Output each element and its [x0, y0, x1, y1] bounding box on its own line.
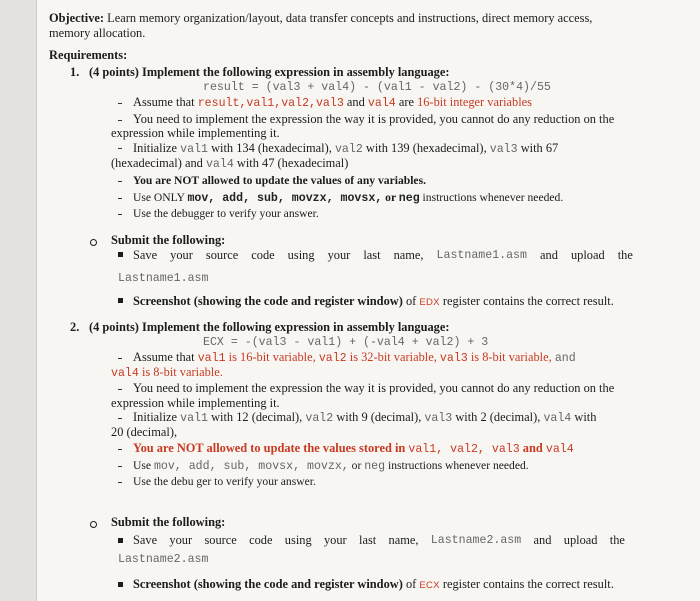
- dash-icon: [118, 120, 122, 121]
- dash-icon: [118, 148, 122, 149]
- q2-not-allowed: You are NOT allowed to update the values stored in val1, val2, val3 and val4: [133, 441, 574, 456]
- q2-init-1: Initialize val1 with 12 (decimal), val2 with 9 (decimal), val3 with 2 (decimal), val4 with: [133, 410, 597, 425]
- submit2-heading: Submit the following:: [111, 515, 226, 529]
- q1-expression: result = (val3 + val4) - (val1 - val2) - (30*4)/55: [203, 81, 551, 94]
- submit1-heading: Submit the following:: [111, 233, 226, 247]
- q2-number: 2.: [70, 320, 80, 334]
- dash-icon: [118, 358, 122, 359]
- circle-bullet-icon: [90, 521, 97, 528]
- objective-line-1: [49, 11, 592, 26]
- q2-assume-1: Assume that val1 is 16-bit variable, val2 is 32-bit variable, val3 is 8-bit variable, and: [133, 350, 576, 365]
- dash-icon: [118, 466, 122, 467]
- q2-expression: ECX = -(val3 - val1) + (-val4 + val2) + 3: [203, 336, 489, 349]
- q2-use: Use mov, add, sub, movsx, movzx, or neg instructions whenever needed.: [133, 459, 529, 473]
- dash-icon: [118, 418, 122, 419]
- q2-debugger: Use the debu ger to verify your answer.: [133, 475, 316, 488]
- submit1-screenshot: Screenshot (showing the code and register window) of EDX register contains the correct result.: [133, 294, 614, 308]
- q1-assume: Assume that result,val1,val2,val3 and val4 are 16-bit integer variables: [133, 95, 532, 110]
- dash-icon: [118, 482, 122, 483]
- submit2-save: Save your source code using your last name, Lastname2.asm and upload the: [133, 533, 625, 547]
- square-bullet-icon: [118, 538, 123, 543]
- submit1-filename: Lastname1.asm: [118, 272, 209, 285]
- dash-icon: [118, 198, 122, 199]
- q1-implement-1: You need to implement the expression the way it is provided, you cannot do any reduction on the: [133, 112, 615, 126]
- q1-not-allowed: You are NOT allowed to update the values of any variables.: [133, 174, 426, 187]
- q1-init-2: (hexadecimal) and val4 with 47 (hexadecimal): [111, 156, 349, 171]
- dash-icon: [118, 449, 122, 450]
- dash-icon: [118, 181, 122, 182]
- objective-text-1: Learn memory organization/layout, data transfer concepts and instructions, direct memory access,: [107, 11, 593, 25]
- q2-init-2: 20 (decimal),: [111, 425, 178, 439]
- q2-implement-1: You need to implement the expression the way it is provided, you cannot do any reduction on the: [133, 381, 615, 395]
- objective-line-2: memory allocation.: [49, 26, 146, 40]
- q2-implement-2: expression while implementing it.: [111, 396, 280, 410]
- dash-icon: [118, 214, 122, 215]
- requirements-heading: Requirements:: [49, 48, 128, 62]
- dash-icon: [118, 103, 122, 104]
- q2-assume-2: val4 is 8-bit variable.: [111, 365, 223, 380]
- submit1-save: Save your source code using your last name, Lastname1.asm and upload the: [133, 248, 633, 262]
- q1-number: 1.: [70, 65, 80, 79]
- q1-title: (4 points) Implement the following expression in assembly language:: [89, 65, 450, 79]
- submit2-filename: Lastname2.asm: [118, 553, 209, 566]
- q1-debugger: Use the debugger to verify your answer.: [133, 207, 319, 220]
- assignment-page: [36, 0, 700, 601]
- q1-use-only: Use ONLY mov, add, sub, movzx, movsx, or neg instructions whenever needed.: [133, 191, 564, 205]
- circle-bullet-icon: [90, 239, 97, 246]
- objective-label: Objective:: [49, 11, 105, 25]
- square-bullet-icon: [118, 582, 123, 587]
- q2-title: (4 points) Implement the following expression in assembly language:: [89, 320, 450, 334]
- q1-implement-2: expression while implementing it.: [111, 126, 280, 140]
- q1-init-1: Initialize val1 with 134 (hexadecimal), val2 with 139 (hexadecimal), val3 with 67: [133, 141, 559, 156]
- submit2-screenshot: Screenshot (showing the code and register window) of ECX register contains the correct result.: [133, 577, 614, 591]
- square-bullet-icon: [118, 298, 123, 303]
- square-bullet-icon: [118, 252, 123, 257]
- dash-icon: [118, 389, 122, 390]
